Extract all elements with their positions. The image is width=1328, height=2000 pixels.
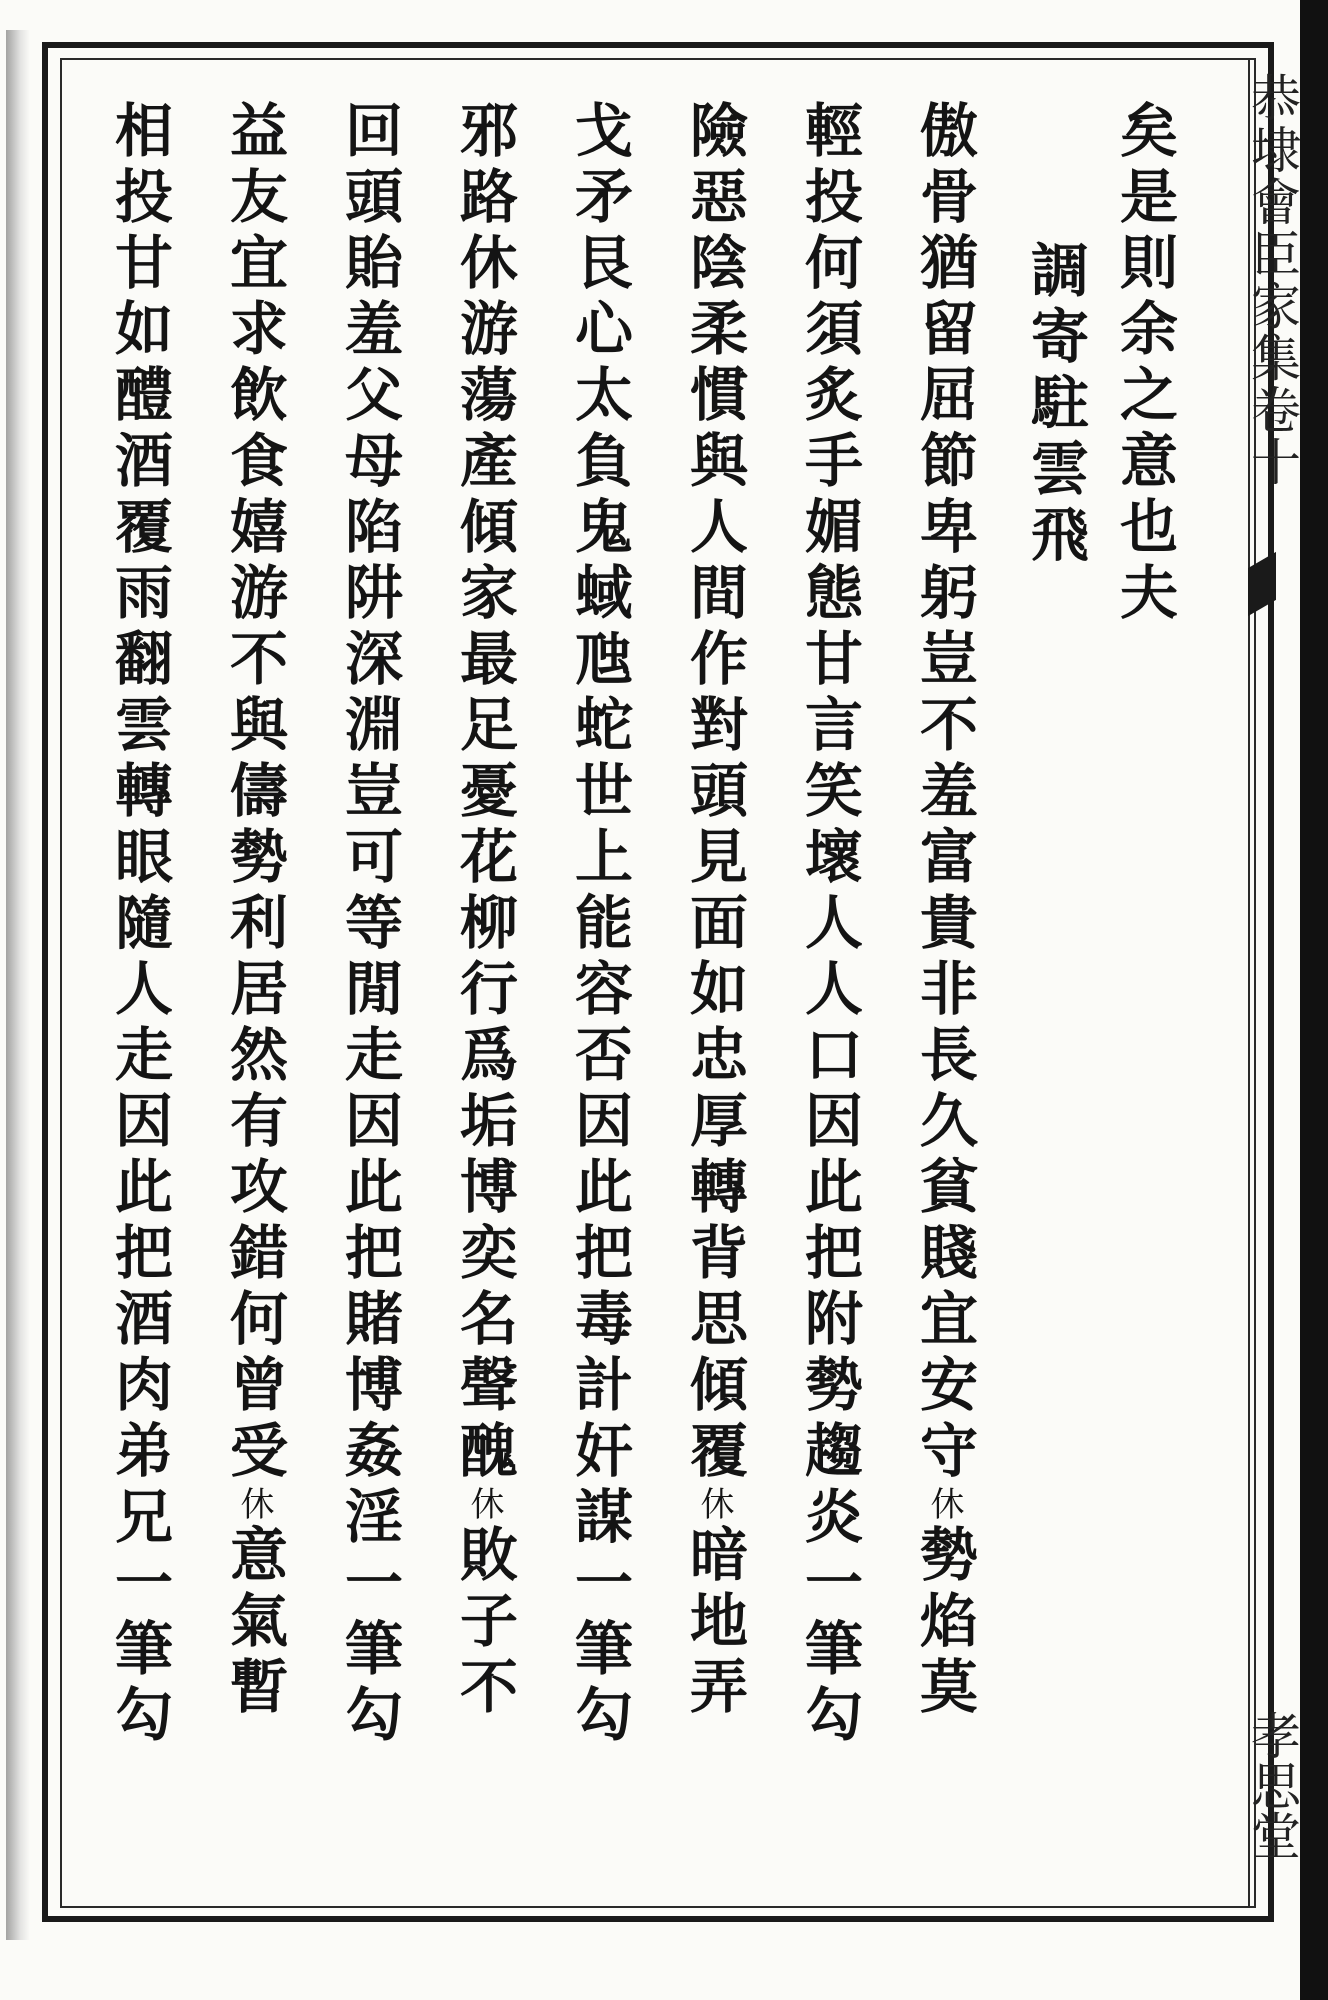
column-text: 矣是則余之意也夫: [1110, 100, 1178, 628]
text-column: [1105, 100, 1183, 628]
column-tail: 暗地弄: [680, 1524, 748, 1722]
column-text: 戈矛艮心太負鬼蜮虺蛇世上能容否因此把毒計奸謀一筆勾: [565, 100, 633, 1750]
interlinear-note: 休: [464, 1486, 504, 1524]
column-tail: 意氣暫: [220, 1524, 288, 1722]
column-text: 邪路休游蕩產傾家最足憂花柳行爲垢博奕名聲醜: [450, 100, 518, 1486]
text-column: [560, 100, 638, 1750]
text-column: [790, 100, 868, 1750]
book-title: 恭埭會臣家集: [1243, 72, 1301, 384]
text-column: [445, 100, 523, 1722]
text-column: [905, 100, 983, 1722]
text-column: [100, 100, 178, 1750]
column-text: 輕投何須炙手媚態甘言笑壞人人口因此把附勢趨炎一筆勾: [795, 100, 863, 1750]
text-column: [1016, 240, 1094, 570]
margin-hall-name: 孝思堂: [1243, 1710, 1301, 1860]
column-text: 相投甘如醴酒覆雨翻雲轉眼隨人走因此把酒肉弟兄一筆勾: [105, 100, 173, 1750]
margin-book-title: [1242, 72, 1302, 872]
column-tail: 敗子不: [450, 1524, 518, 1722]
interlinear-note: 休: [694, 1486, 734, 1524]
column-text: 傲骨猶留屈節卑躬豈不羞富貴非長久貧賤宜安守: [910, 100, 978, 1486]
column-text: 調寄駐雲飛: [1021, 240, 1089, 570]
column-text: 回頭貽羞父母陷阱深淵豈可等閒走因此把賭博姦淫一筆勾: [335, 100, 403, 1750]
interlinear-note: 休: [924, 1486, 964, 1524]
interlinear-note: 休: [234, 1486, 274, 1524]
text-column: [330, 100, 408, 1750]
book-spine-edge: [1300, 0, 1328, 2000]
text-column: [215, 100, 293, 1722]
page-edge-shadow: [6, 30, 30, 1940]
volume-label: 卷十: [1243, 384, 1301, 488]
column-text: 險惡陰柔慣與人間作對頭見面如忠厚轉背思傾覆: [680, 100, 748, 1486]
column-tail: 勢焰莫: [910, 1524, 978, 1722]
column-text: 益友宜求飲食嬉游不與儔勢利居然有攻錯何曾受: [220, 100, 288, 1486]
text-column: [675, 100, 753, 1722]
